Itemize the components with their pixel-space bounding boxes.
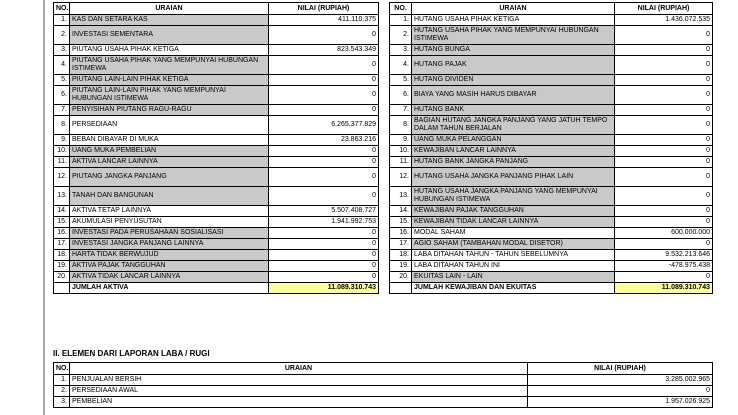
row-number: 10. bbox=[54, 146, 70, 157]
row-number: 3. bbox=[54, 397, 70, 408]
table-row bbox=[54, 56, 379, 75]
row-number: 5. bbox=[54, 75, 70, 86]
row-value: 0 bbox=[615, 56, 713, 75]
row-label: LABA DITAHAN TAHUN - TAHUN SEBELUMNYA bbox=[412, 250, 615, 261]
row-label: HUTANG BUNGA bbox=[412, 45, 615, 56]
row-number: 3. bbox=[390, 45, 412, 56]
row-value: 0 bbox=[615, 105, 713, 116]
row-value: 1.436.072.535 bbox=[615, 15, 713, 26]
row-value: 0 bbox=[615, 239, 713, 250]
row-number: 1. bbox=[390, 15, 412, 26]
row-label: PIUTANG USAHA PIHAK YANG MEMPUNYAI HUBUNGAN ISTIMEWA bbox=[70, 56, 269, 75]
row-value: 0 bbox=[615, 135, 713, 146]
row-value: 9.532.213.646 bbox=[615, 250, 713, 261]
row-value: 0 bbox=[615, 217, 713, 228]
row-label: INVESTASI PADA PERUSAHAAN SOSIALISASI bbox=[70, 228, 269, 239]
row-value: 0 bbox=[615, 116, 713, 135]
row-value: 1.941.992.753 bbox=[269, 217, 379, 228]
row-number: 1. bbox=[54, 375, 70, 386]
row-label: PERSEDIAAN bbox=[70, 116, 269, 135]
table-row bbox=[54, 206, 379, 217]
row-number: 2. bbox=[54, 26, 70, 45]
row-number: 15. bbox=[54, 217, 70, 228]
table-row bbox=[54, 239, 379, 250]
table-row bbox=[54, 45, 379, 56]
row-value: 0 bbox=[615, 272, 713, 283]
row-number: 14. bbox=[390, 206, 412, 217]
row-label: UANG MUKA PEMBELIAN bbox=[70, 146, 269, 157]
total-label: JUMLAH AKTIVA bbox=[70, 283, 269, 294]
row-value: 0 bbox=[269, 157, 379, 168]
row-number: 8. bbox=[390, 116, 412, 135]
row-label: PERSEDIAAN AWAL bbox=[70, 386, 528, 397]
table-row bbox=[390, 26, 713, 45]
row-value: 0 bbox=[269, 261, 379, 272]
row-value: 0 bbox=[615, 146, 713, 157]
row-label: KEWAJIBAN LANCAR LAINNYA bbox=[412, 146, 615, 157]
row-value: 0 bbox=[615, 75, 713, 86]
table-row bbox=[390, 86, 713, 105]
row-value: -478.975.438 bbox=[615, 261, 713, 272]
row-label: HUTANG BANK JANGKA PANJANG bbox=[412, 157, 615, 168]
table-row bbox=[54, 105, 379, 116]
table-row bbox=[390, 206, 713, 217]
row-value: 0 bbox=[615, 26, 713, 45]
row-value: 0 bbox=[269, 86, 379, 105]
row-number: 2. bbox=[390, 26, 412, 45]
row-value: 23.863.216 bbox=[269, 135, 379, 146]
assets-header-row bbox=[54, 3, 379, 15]
row-value: 0 bbox=[269, 272, 379, 283]
row-label: PIUTANG USAHA PIHAK KETIGA bbox=[70, 45, 269, 56]
row-number: 2. bbox=[54, 386, 70, 397]
row-label: AKTIVA TETAP LAINNYA bbox=[70, 206, 269, 217]
row-number: 7. bbox=[390, 105, 412, 116]
row-label: PEMBELIAN bbox=[70, 397, 528, 408]
table-row bbox=[54, 272, 379, 283]
header-no: NO. bbox=[390, 3, 412, 15]
row-label: LABA DITAHAN TAHUN INI bbox=[412, 261, 615, 272]
table-row bbox=[54, 168, 379, 187]
row-value: 3.285.002.965 bbox=[528, 375, 713, 386]
row-label: HUTANG USAHA JANGKA PANJANG YANG MEMPUNYAI HUBUNGAN ISTIMEWA bbox=[412, 187, 615, 206]
row-number: 4. bbox=[390, 56, 412, 75]
table-row bbox=[390, 45, 713, 56]
table-row bbox=[390, 75, 713, 86]
row-number: 3. bbox=[54, 45, 70, 56]
row-number: 16. bbox=[390, 228, 412, 239]
row-number: 20. bbox=[390, 272, 412, 283]
row-value: 0 bbox=[269, 187, 379, 206]
row-value: 0 bbox=[269, 228, 379, 239]
row-value: 0 bbox=[269, 26, 379, 45]
row-label: PIUTANG LAIN-LAIN PIHAK YANG MEMPUNYAI HUBUNGAN ISTIMEWA bbox=[70, 86, 269, 105]
row-label: AKUMULASI PENYUSUTAN bbox=[70, 217, 269, 228]
row-label: TANAH DAN BANGUNAN bbox=[70, 187, 269, 206]
row-label: KEWAJIBAN PAJAK TANGGUHAN bbox=[412, 206, 615, 217]
table-row bbox=[54, 135, 379, 146]
row-value: 0 bbox=[269, 146, 379, 157]
header-nilai: NILAI (RUPIAH) bbox=[528, 363, 713, 375]
row-number: 18. bbox=[390, 250, 412, 261]
row-number: 5. bbox=[390, 75, 412, 86]
row-number: 1. bbox=[54, 15, 70, 26]
table-row bbox=[54, 217, 379, 228]
row-number: 4. bbox=[54, 56, 70, 75]
row-label: AKTIVA LANCAR LAINNYA bbox=[70, 157, 269, 168]
row-number: 19. bbox=[390, 261, 412, 272]
row-value: 0 bbox=[528, 386, 713, 397]
table-row bbox=[390, 239, 713, 250]
table-row bbox=[54, 157, 379, 168]
table-row bbox=[54, 116, 379, 135]
table-row bbox=[54, 86, 379, 105]
row-label: HUTANG PAJAK bbox=[412, 56, 615, 75]
row-label: HUTANG USAHA PIHAK YANG MEMPUNYAI HUBUNGAN ISTIMEWA bbox=[412, 26, 615, 45]
row-value: 600.000.000 bbox=[615, 228, 713, 239]
row-label: KAS DAN SETARA KAS bbox=[70, 15, 269, 26]
assets-table bbox=[53, 2, 379, 294]
row-label: HUTANG USAHA JANGKA PANJANG PIHAK LAIN bbox=[412, 168, 615, 187]
row-number: 11. bbox=[54, 157, 70, 168]
table-row bbox=[390, 217, 713, 228]
row-number: 20. bbox=[54, 272, 70, 283]
table-row bbox=[390, 56, 713, 75]
row-label: BIAYA YANG MASIH HARUS DIBAYAR bbox=[412, 86, 615, 105]
header-no: NO. bbox=[54, 363, 70, 375]
row-label: KEWAJIBAN TIDAK LANCAR LAINNYA bbox=[412, 217, 615, 228]
row-label: EKUITAS LAIN - LAIN bbox=[412, 272, 615, 283]
total-value: 11.089.310.743 bbox=[269, 283, 379, 294]
total-row bbox=[390, 283, 713, 294]
page-left-border bbox=[43, 0, 45, 415]
row-number: 11. bbox=[390, 157, 412, 168]
row-value: 5.507.408.727 bbox=[269, 206, 379, 217]
row-label: UANG MUKA PELANGGAN bbox=[412, 135, 615, 146]
row-value: 0 bbox=[615, 168, 713, 187]
table-row bbox=[54, 386, 713, 397]
row-number: 8. bbox=[54, 116, 70, 135]
row-label: AKTIVA PAJAK TANGGUHAN bbox=[70, 261, 269, 272]
table-row bbox=[54, 228, 379, 239]
table-row bbox=[54, 250, 379, 261]
row-number: 10. bbox=[390, 146, 412, 157]
row-label: PENYISIHAN PIUTANG RAGU-RAGU bbox=[70, 105, 269, 116]
row-label: HUTANG USAHA PIHAK KETIGA bbox=[412, 15, 615, 26]
table-row bbox=[54, 26, 379, 45]
row-number: 17. bbox=[390, 239, 412, 250]
row-value: 0 bbox=[615, 187, 713, 206]
row-number: 13. bbox=[54, 187, 70, 206]
liabilities-equity-table bbox=[389, 2, 713, 294]
total-value: 11.089.310.743 bbox=[615, 283, 713, 294]
header-no: NO. bbox=[54, 3, 70, 15]
header-uraian: URAIAN bbox=[412, 3, 615, 15]
header-uraian: URAIAN bbox=[70, 363, 528, 375]
row-label: MODAL SAHAM bbox=[412, 228, 615, 239]
row-value: 1.957.026.925 bbox=[528, 397, 713, 408]
row-label: PIUTANG JANGKA PANJANG bbox=[70, 168, 269, 187]
row-number: 9. bbox=[54, 135, 70, 146]
row-label: PENJUALAN BERSIH bbox=[70, 375, 528, 386]
table-row bbox=[54, 75, 379, 86]
row-value: 0 bbox=[269, 239, 379, 250]
row-number: 9. bbox=[390, 135, 412, 146]
row-number: 12. bbox=[390, 168, 412, 187]
row-label: AGIO SAHAM (TAMBAHAN MODAL DISETOR) bbox=[412, 239, 615, 250]
row-value: 0 bbox=[269, 56, 379, 75]
section-2-title: II. ELEMEN DARI LAPORAN LABA / RUGI bbox=[53, 349, 210, 358]
table-row bbox=[390, 187, 713, 206]
row-label: PIUTANG LAIN-LAIN PIHAK KETIGA bbox=[70, 75, 269, 86]
row-value: 0 bbox=[269, 250, 379, 261]
table-row bbox=[390, 15, 713, 26]
header-nilai: NILAI (RUPIAH) bbox=[269, 3, 379, 15]
table-row bbox=[390, 135, 713, 146]
table-row bbox=[390, 272, 713, 283]
row-value: 0 bbox=[269, 168, 379, 187]
income-header-row bbox=[54, 363, 713, 375]
table-row bbox=[54, 261, 379, 272]
table-row bbox=[54, 15, 379, 26]
row-number: 17. bbox=[54, 239, 70, 250]
row-value: 0 bbox=[615, 157, 713, 168]
row-label: BEBAN DIBAYAR DI MUKA bbox=[70, 135, 269, 146]
row-label: INVESTASI SEMENTARA bbox=[70, 26, 269, 45]
table-row bbox=[390, 146, 713, 157]
table-row bbox=[390, 116, 713, 135]
liabilities-header-row bbox=[390, 3, 713, 15]
table-row bbox=[390, 105, 713, 116]
row-value: 411.110.375 bbox=[269, 15, 379, 26]
row-number: 18. bbox=[54, 250, 70, 261]
total-row bbox=[54, 283, 379, 294]
income-statement-table bbox=[53, 362, 713, 408]
table-row bbox=[390, 168, 713, 187]
row-label: AKTIVA TIDAK LANCAR LAINNYA bbox=[70, 272, 269, 283]
row-number: 16. bbox=[54, 228, 70, 239]
header-uraian: URAIAN bbox=[70, 3, 269, 15]
row-label: HARTA TIDAK BERWUJUD bbox=[70, 250, 269, 261]
row-value: 0 bbox=[615, 86, 713, 105]
row-label: HUTANG DIVIDEN bbox=[412, 75, 615, 86]
table-row bbox=[390, 228, 713, 239]
row-label: INVESTASI JANGKA PANJANG LAINNYA bbox=[70, 239, 269, 250]
row-label: BAGIAN HUTANG JANGKA PANJANG YANG JATUH TEMPO DALAM TAHUN BERJALAN bbox=[412, 116, 615, 135]
total-label: JUMLAH KEWAJIBAN DAN EKUITAS bbox=[412, 283, 615, 294]
row-value: 6.265.377.829 bbox=[269, 116, 379, 135]
table-row bbox=[390, 250, 713, 261]
row-number: 7. bbox=[54, 105, 70, 116]
row-value: 0 bbox=[269, 75, 379, 86]
table-row bbox=[54, 146, 379, 157]
header-nilai: NILAI (RUPIAH) bbox=[615, 3, 713, 15]
table-row bbox=[54, 187, 379, 206]
table-row bbox=[54, 375, 713, 386]
row-value: 0 bbox=[269, 105, 379, 116]
row-number: 6. bbox=[390, 86, 412, 105]
row-label: HUTANG BANK bbox=[412, 105, 615, 116]
table-row bbox=[390, 157, 713, 168]
row-value: 823.543.349 bbox=[269, 45, 379, 56]
table-row bbox=[390, 261, 713, 272]
row-value: 0 bbox=[615, 206, 713, 217]
row-number: 12. bbox=[54, 168, 70, 187]
row-number: 13. bbox=[390, 187, 412, 206]
row-number: 19. bbox=[54, 261, 70, 272]
row-number: 15. bbox=[390, 217, 412, 228]
row-value: 0 bbox=[615, 45, 713, 56]
row-number: 6. bbox=[54, 86, 70, 105]
table-row bbox=[54, 397, 713, 408]
row-number: 14. bbox=[54, 206, 70, 217]
